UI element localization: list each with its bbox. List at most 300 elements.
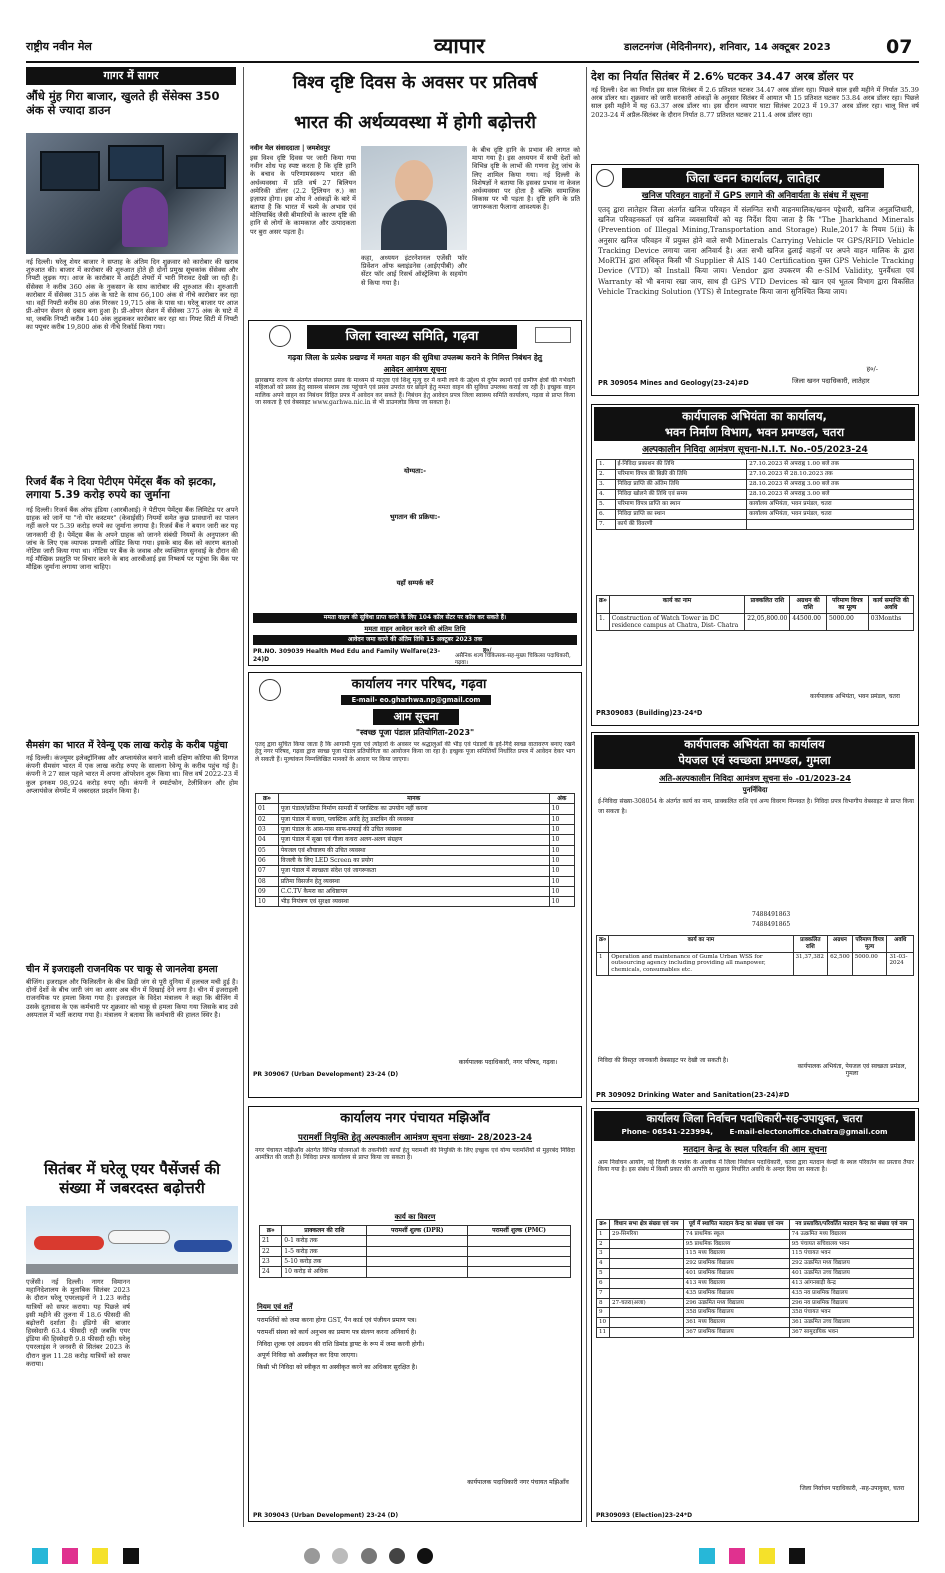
term-item: परामर्शियों को जमा करना होगा GST, पैन कार्ड एवं पंजीयन प्रमाण पत्र। <box>257 1317 417 1324</box>
table-cell: 28.10.2023 से अपराह्न 3.00 बजे <box>747 490 914 500</box>
black-dot <box>417 1548 433 1564</box>
building-notice <box>591 404 919 726</box>
table-cell: नव प्रस्तावित/परिवर्तित मतदान केन्द्र का संख्या एवं नाम <box>789 1220 913 1230</box>
building-work-table <box>596 595 914 631</box>
table-cell: क्र० <box>597 1220 610 1230</box>
table-cell: 1. <box>597 460 616 470</box>
health-eligibility-text <box>255 477 575 511</box>
garhwa-body: एतद् द्वारा सूचित किया जाता है कि आगामी पूजा एवं त्योहारों के अवसर पर श्रद्धालुओं की भीड़ एवं पंडालों के इर्द-गिर्द स्वच्छ वातावरण बनाए रखने हेतु नगर परिषद, गढ़वा द्वारा स्वच्छ पूजा पंडाल प्रतियोगिता का आयोजन किया जा रहा है। इच्छुक पूजा समितियाँ निर्धारित प्रपत्र में आवेदन देकर भाग ले सकती हैं। मूल्यांकन निम्नलिखित मानकों के आधार पर किया जाएगा। <box>255 741 575 763</box>
table-cell: प्रतिमा विसर्जन हेतु व्यवस्था <box>278 876 549 886</box>
table-cell: 04 <box>256 835 279 845</box>
water-title: अति-अल्पकालीन निविदा आमंत्रण सूचना सं० -01/2023-24 <box>659 773 851 783</box>
story3-headline: सैमसंग का भारत में रेवेन्यू एक लाख करोड़ के करीब पहुंचा <box>26 740 228 751</box>
table-cell: 95 प्राथमिक विद्यालय <box>683 1239 789 1249</box>
table-cell: 367 प्राथमिक विद्यालय <box>683 1327 789 1337</box>
table-row <box>256 824 575 834</box>
table-cell: 435 नव प्राथमिक विद्यालय <box>789 1288 913 1298</box>
table-cell: कार्य का नाम <box>609 936 793 953</box>
table-cell: 10 <box>549 814 574 824</box>
majhiaon-office: कार्यालय नगर पंचायत मझिऑंव <box>340 1111 490 1126</box>
election-office: कार्यालय जिला निर्वाचन पदाधिकारी-सह-उपायुक्त, चतरा <box>646 1113 863 1125</box>
table-row <box>256 814 575 824</box>
election-body: आम निर्वाचन आयोग, नई दिल्ली के पत्रांक के आलोक में जिला निर्वाचन पदाधिकारी, चतरा द्वारा मतदान केन्द्रों के स्थल परिवर्तन का प्रस्ताव तैयार किया गया है। इस संबंध में किसी प्रकार की आपत्ति या सुझाव निर्धारित अवधि के अन्दर दिया जा सकता है। <box>598 1159 914 1174</box>
majhiaon-fee-table <box>259 1225 571 1278</box>
table-cell: प्राक्कलित राशि <box>793 936 828 953</box>
table-cell: 4 <box>597 1259 610 1269</box>
table-cell: परिमाण विपत्र का मूल्य <box>826 596 868 614</box>
health-payment: भुगतान की प्रक्रिया:- <box>389 513 441 521</box>
table-cell: पूजा पंडाल में स्वच्छता संदेश एवं जागरूकता <box>278 866 549 876</box>
table-row <box>260 1246 571 1256</box>
election-phone: Phone- 06541-223994, <box>621 1127 713 1136</box>
section-title: व्यापार <box>434 34 485 58</box>
table-cell: पूजा पंडाल/प्रतिमा निर्माण सामग्री में प्लास्टिक का उपयोग नहीं करना <box>278 804 549 814</box>
table-cell: ई-निविदा प्रकाशन की तिथि <box>615 460 747 470</box>
table-cell <box>367 1246 468 1256</box>
garhwa-notice <box>248 672 582 1098</box>
majhiaon-title: परामर्शी नियुक्ति हेतु अल्पकालीन आमंत्रण सूचना संख्या- 28/2023-24 <box>297 1133 533 1143</box>
black-swatch <box>789 1548 805 1564</box>
cyan-swatch <box>699 1548 715 1564</box>
election-table <box>596 1219 914 1338</box>
table-row <box>597 613 914 631</box>
health-contact: यहाँ सम्पर्क करें <box>396 579 434 587</box>
table-cell: 115 मध्य विद्यालय <box>683 1249 789 1259</box>
table-cell: 01 <box>256 804 279 814</box>
grey-dot <box>304 1548 320 1564</box>
table-cell <box>367 1267 468 1277</box>
health-payment-text <box>255 523 575 577</box>
table-cell: 74 उत्क्रमित मध्य विद्यालय <box>789 1229 913 1239</box>
table-cell: 115 पंचायत भवन <box>789 1249 913 1259</box>
story2-body: नई दिल्ली। रिजर्व बैंक ऑफ इंडिया (आरबीआई) ने पेटीएम पेमेंट्स बैंक लिमिटेड पर अपने ग्राहक को जानें या "नो योर कस्टमर" (केवाईसी) नियमों समेत कुछ प्रावधानों का पालन नहीं करने पर 5.39 करोड़ रुपये का जुर्माना लगाया है। रिजर्व बैंक ने बयान जारी कर यह जानकारी दी है। पेमेंट्स बैंक के अपने ग्राहक को जानने संबंधी नियमों के अनुपालन की जांच के लिए एक व्यापक प्रणाली ऑडिट किया गया। इसके बाद बैंक को कारण बताओ नोटिस जारी किया गया था। नोटिस पर बैंक के जवाब और व्यक्तिगत सुनवाई के दौरान की गई मौखिक प्रस्तुति पर विचार करने के बाद आरबीआई इस निष्कर्ष पर पहुंचा कि बैंक पर मौद्रिक जुर्माना लगाया जाना चाहिए। <box>26 506 238 572</box>
table-row <box>256 897 575 907</box>
table-row <box>597 1220 914 1230</box>
kicker-banner: गागर में सागर <box>26 67 236 85</box>
table-cell: 367 सामुदायिक भवन <box>789 1327 913 1337</box>
logo-icon <box>535 327 571 343</box>
building-title: अल्पकालीन निविदा आमंत्रण सूचना-N.I.T. No.-05/2023-24 <box>642 445 868 455</box>
table-cell: 27-चतरा(अजा) <box>609 1298 683 1308</box>
garhwa-notice-type: आम सूचना <box>373 709 459 725</box>
table-cell: भीड़ नियंत्रण एवं सुरक्षा व्यवस्था <box>278 897 549 907</box>
table-row <box>597 1249 914 1259</box>
table-row <box>597 460 914 470</box>
garhwa-email: E-mail- eo.gharhwa.np@gmail.com <box>341 695 491 705</box>
grey-dot <box>389 1548 405 1564</box>
garhwa-col-criteria: मानक <box>278 794 549 804</box>
registration-marks <box>26 1548 919 1568</box>
emblem-icon <box>269 325 291 347</box>
table-cell <box>468 1267 571 1277</box>
building-office: कार्यपालक अभियंता का कार्यालय, <box>682 409 827 423</box>
table-cell: 358 प्राथमिक विद्यालय <box>683 1308 789 1318</box>
table-row <box>597 952 914 975</box>
column-divider <box>243 67 244 1527</box>
table-cell: 23 <box>260 1256 282 1266</box>
table-cell: 361 उत्क्रमित उच्च विद्यालय <box>789 1318 913 1328</box>
term-item: परामर्शी संस्था को कार्य अनुभव का प्रमाण पत्र संलग्न करना अनिवार्य है। <box>257 1328 417 1336</box>
table-cell: विधान सभा क्षेत्र संख्या एवं नाम <box>609 1220 683 1230</box>
table-cell: 2 <box>597 1239 610 1249</box>
table-cell <box>609 1259 683 1269</box>
yellow-swatch <box>92 1548 108 1564</box>
feature-body-right: के बीच दृष्टि हानि के प्रभाव की लागत को मापा गया है। इस अध्ययन में सभी देशों को विभिन्न दृष्टि के लाभों की गणना हेतु जांच के लिए शामिल किया गया। नई दिल्ली के विशेषज्ञों ने बताया कि इसका प्रभाव ना केवल अर्थव्यवस्था पर होता है बल्कि सामाजिक विकास पर भी पड़ता है। दृष्टि हानि के प्रति जागरूकता फैलाना आवश्यक है। <box>472 146 580 212</box>
health-notice <box>248 320 582 666</box>
table-cell <box>468 1236 571 1246</box>
table-cell: 1-5 करोड़ तक <box>282 1246 367 1256</box>
water-notice <box>591 732 919 1102</box>
table-cell: Operation and maintenance of Gumla Urban WSS for outsourcing agency including providing all manpower, chemicals, consumables etc. <box>609 952 793 975</box>
building-office-banner <box>594 407 915 441</box>
table-cell: 10 <box>597 1318 610 1328</box>
table-row <box>597 520 914 530</box>
story1-headline: औंधे मुंह गिरा बाजार, खुलते ही सेंसेक्स 350 अंक से ज्यादा डाउन <box>26 89 220 118</box>
table-row <box>597 1327 914 1337</box>
table-cell <box>609 1278 683 1288</box>
table-cell: 9 <box>597 1308 610 1318</box>
table-row <box>260 1256 571 1266</box>
table-cell: 44500.00 <box>790 613 827 631</box>
table-cell: 6 <box>597 1278 610 1288</box>
mining-office: जिला खनन कार्यालय, लातेहार <box>622 168 884 188</box>
table-cell: कार्य समाप्ति की अवधि <box>868 596 913 614</box>
table-row <box>597 1298 914 1308</box>
table-cell: अग्रधन की राशि <box>790 596 827 614</box>
table-cell <box>747 520 914 530</box>
table-row <box>597 510 914 520</box>
health-eligibility: योग्यता:- <box>403 467 427 475</box>
mining-pr-code: PR 309054 Mines and Geology(23-24)#D <box>598 379 749 387</box>
table-cell: 74 प्राथमिक स्कूल <box>683 1229 789 1239</box>
table-cell <box>468 1246 571 1256</box>
table-cell: 435 प्राथमिक विद्यालय <box>683 1288 789 1298</box>
story3-body: नई दिल्ली। कंज्यूमर इलेक्ट्रॉनिक्स और अप्लायंसेज बनाने वाली दक्षिण कोरिया की दिग्गज कंपनी सैमसंग भारत में एक लाख करोड़ रुपए के सालाना रेवेन्यू के करीब पहुंच गई है। कंपनी ने 27 साल पहले भारत में अपना ऑपरेशन शुरू किया था। वित्त वर्ष 2022-23 में कुल इनकम 98,924 करोड़ रुपए रही। कंपनी ने स्मार्टफोन, टेलीविजन और होम अप्लायंसेज सेगमेंट में जबरदस्त प्रदर्शन किया है। <box>26 754 238 795</box>
table-cell: 10 <box>549 886 574 896</box>
feature-body-left: इस विश्व दृष्टि दिवस पर जारी किया गया नवीन शोध यह स्पष्ट करता है कि दृष्टि हानि के बचाव के परिणामस्वरूप भारत की अर्थव्यवस्था में प्रति वर्ष 27 बिलियन अमेरिकी डॉलर (2.2 ट्रिलियन रु.) का इज़ाफ़ा होगा। इस शोध ने आंकड़ों के बारे में बताया है कि भारत में चश्मे के अभाव एवं मोतियाबिंद जैसी बीमारियों के कारण दृष्टि की हानि से लोगों के कामकाज और उत्पादकता पर बुरा असर पड़ता है। <box>250 154 356 236</box>
emblem-icon <box>259 679 281 701</box>
table-cell: 2. <box>597 470 616 480</box>
table-cell: 31,37,382 <box>793 952 828 975</box>
table-row <box>597 1269 914 1279</box>
column-divider <box>586 67 587 1527</box>
mining-signature: ह०/- <box>866 365 878 373</box>
table-cell: C.C.TV कैमरा का अधिष्ठापन <box>278 886 549 896</box>
table-cell: 7 <box>597 1288 610 1298</box>
table-cell: 28.10.2023 से अपराह्न 3.00 बजे तक <box>747 480 914 490</box>
table-row <box>256 804 575 814</box>
election-title: मतदान केन्द्र के स्थल परिवर्तन की आम सूचना <box>683 1145 827 1155</box>
table-cell: 22 <box>260 1246 282 1256</box>
story5-body-continued <box>134 1278 238 1524</box>
building-signatory: कार्यपालक अभियंता, भवन प्रमंडल, चतरा <box>810 693 900 700</box>
health-pr-code: PR.NO. 309039 Health Med Edu and Family Welfare(23-24)D <box>253 648 441 663</box>
water-work-table <box>596 935 914 976</box>
grey-dot <box>332 1548 348 1564</box>
table-cell: 10 <box>549 855 574 865</box>
garhwa-criteria-table <box>255 793 575 907</box>
table-cell: 5. <box>597 500 616 510</box>
table-cell: 02 <box>256 814 279 824</box>
term-item: निविदा शुल्क एवं अग्रधन की राशि डिमांड ड्राफ्ट के रूप में जमा करनी होगी। <box>257 1340 425 1348</box>
table-cell: कार्य का नाम <box>609 596 745 614</box>
table-cell <box>609 1288 683 1298</box>
table-cell: 21 <box>260 1236 282 1246</box>
table-cell: 7. <box>597 520 616 530</box>
table-row <box>260 1267 571 1277</box>
building-pr-code: PR309083 (Building)23-24*D <box>596 709 703 717</box>
table-row <box>597 490 914 500</box>
table-cell: 0-1 करोड़ तक <box>282 1236 367 1246</box>
garhwa-signatory: कार्यपालक पदाधिकारी, नगर परिषद, गढ़वा। <box>458 1059 558 1066</box>
water-pr-code: PR 309092 Drinking Water and Sanitation(23-24)#D <box>596 1090 790 1099</box>
table-cell: 27.10.2023 से 28.10.2023 तक <box>747 470 914 480</box>
term-item: अपूर्ण निविदा को अस्वीकृत कर दिया जाएगा। <box>257 1352 358 1360</box>
table-cell: 1. <box>597 613 610 631</box>
masthead-rule <box>26 61 919 63</box>
magenta-swatch <box>62 1548 78 1564</box>
table-row <box>256 855 575 865</box>
table-cell: पूर्व में स्थापित मतदान केन्द्र का संख्या एवं नाम <box>683 1220 789 1230</box>
table-row <box>597 1278 914 1288</box>
health-highlight-2: ममता वाहन आवेदन करने की अंतिम तिथि <box>364 625 466 633</box>
table-row <box>597 480 914 490</box>
health-notice-type: आवेदन आमंत्रण सूचना <box>383 365 447 374</box>
story1-body: नई दिल्ली। घरेलू शेयर बाजार ने सप्ताह के अंतिम दिन शुक्रवार को कारोबार की खराब शुरुआत की। बाजार में कारोबार की शुरुआत होते ही दोनों प्रमुख सूचकांक सेंसेक्स और निफ्टी लुढ़क गए। आज के कारोबार में आईटी शेयरों में भारी गिरावट देखी जा रही है। सेंसेक्स ने करीब 360 अंक के नुकसान के साथ कारोबार की शुरुआत की। शुरुआती कारोबार में सेंसेक्स 315 अंक के घाटे के साथ 66,100 अंक से नीचे कारोबार कर रहा था। वहीं निफ्टी करीब 80 अंक गिरकर 19,715 अंक के पास था। घरेलू बाजार पर आज प्री-ओपन सेशन से दबाव बना हुआ है। प्री-ओपन सेशन में सेंसेक्स 375 अंक के घाटे में था, जबकि निफ्टी करीब 140 अंक लुढ़ककर कारोबार कर रहा था। गिफ्ट सिटी में निफ्टी का फ्यूचर करीब 19,800 अंक से नीचे रिकॉर्ड किया गया। <box>26 258 238 332</box>
election-email: E-mail-electonoffice.chatra@gmail.com <box>729 1127 888 1136</box>
dateline: डालटनगंज (मेदिनीनगर), शनिवार, 14 अक्टूबर 2023 <box>624 42 831 53</box>
table-row <box>597 1318 914 1328</box>
table-cell: 10 करोड़ से अधिक <box>282 1267 367 1277</box>
table-row <box>597 1229 914 1239</box>
table-cell: पूजा पंडाल में कचरा, प्लास्टिक आदि हेतु डस्टबिन की व्यवस्था <box>278 814 549 824</box>
cyan-swatch <box>32 1548 48 1564</box>
table-row <box>256 876 575 886</box>
table-cell: 10 <box>549 824 574 834</box>
table-cell: 03Months <box>868 613 913 631</box>
table-cell: परिमाण विपत्र मूल्य <box>852 936 887 953</box>
water-office-banner <box>594 735 915 769</box>
table-row <box>597 936 914 953</box>
story5-body: एजेंसी। नई दिल्ली। नागर विमानन महानिदेशालय के मुताबिक सितंबर 2023 के दौरान घरेलू एयरलाइनों ने 1.23 करोड़ यात्रियों को सफर कराया। यह पिछले वर्ष इसी महीने की तुलना में 18.6 फीसदी की बढ़ोत्तरी दर्शाता है। इंडिगो की बाजार हिस्सेदारी 63.4 फीसदी रही जबकि एयर इंडिया की हिस्सेदारी 9.8 फीसदी रही। घरेलू एयरलाइंस ने जनवरी से सितंबर 2023 के दौरान कुल 11.28 करोड़ यात्रियों को सफर कराया। <box>26 1278 130 1368</box>
health-highlight-1: ममता वाहन की सुविधा प्राप्त करने के लिए 104 कॉल सेंटर पर कॉल कर सकते हैं। <box>253 613 577 623</box>
table-cell: निविदा खोलने की तिथि एवं समय <box>615 490 747 500</box>
majhiaon-notice <box>248 1106 582 1522</box>
table-cell: 8 <box>597 1298 610 1308</box>
table-cell: निविदा प्राप्ति का स्थान <box>615 510 747 520</box>
table-cell: 413 मध्य विद्यालय <box>683 1278 789 1288</box>
election-pr-code: PR309093 (Election)23-24*D <box>596 1511 693 1519</box>
majhiaon-signatory: कार्यपालक पदाधिकारी नगर पंचायत मझिऑंव <box>467 1479 569 1486</box>
table-cell: 413 आंगनबाड़ी केन्द्र <box>789 1278 913 1288</box>
grey-dot <box>361 1548 377 1564</box>
majhiaon-terms <box>257 1315 575 1374</box>
health-body: झारखण्ड राज्य के अंतर्गत संस्थागत प्रसव के माध्यम से मातृत्व एवं शिशु मृत्यु दर में कमी लाने के उद्देश्य से दुर्गम स्थानों एवं ग्रामीण क्षेत्रों की गर्भवती महिलाओं को प्रसव हेतु स्वास्थ्य संस्थान तक पहुंचाने एवं प्रसव उपरांत घर छोड़ने हेतु ममता वाहन की सुविधा उपलब्ध कराई जा रही है। इच्छुक वाहन मालिक अपने वाहन का निबंधन विहित प्रपत्र में आवेदन कर सकते हैं। निबंधन हेतु आवेदन प्रपत्र जिला स्वास्थ्य समिति कार्यालय, गढ़वा से प्राप्त किया जा सकता है एवं वेबसाइट www.garhwa.nic.in से भी डाउनलोड किया जा सकता है। <box>255 377 575 407</box>
health-subtitle: गढ़वा जिला के प्रत्येक प्रखण्ड में ममता वाहन की सुविधा उपलब्ध कराने के निमित्त निबंधन हेतु <box>287 353 543 362</box>
table-cell: 3. <box>597 480 616 490</box>
table-cell <box>609 1327 683 1337</box>
table-cell: 10 <box>256 897 279 907</box>
export-body: नई दिल्ली। देश का निर्यात इस साल सितंबर में 2.6 प्रतिशत घटकर 34.47 अरब डॉलर रहा। पिछले साल इसी महीने में निर्यात 35.39 अरब डॉलर था। शुक्रवार को जारी सरकारी आंकड़ों के अनुसार सितंबर में आयात भी 15 प्रतिशत घटकर 53.84 अरब डॉलर रहा। पिछले साल इसी महीने में यह 63.37 अरब डॉलर था। इस दौरान व्यापार घाटा सितंबर 2023 में 19.37 अरब डॉलर रहा। चालू वित्त वर्ष 2023-24 में अप्रैल-सितंबर के दौरान निर्यात 8.77 प्रतिशत घटकर 211.4 अरब डॉलर रहा। <box>591 86 919 119</box>
table-cell: 1 <box>597 952 609 975</box>
building-schedule-table <box>596 459 914 530</box>
story5-headline: सितंबर में घरेलू एयर पैसेंजर्स की संख्या में जबरदस्त बढ़ोत्तरी <box>44 1160 220 1197</box>
export-headline: देश का निर्यात सितंबर में 2.6% घटकर 34.47 अरब डॉलर पर <box>591 70 854 83</box>
table-cell: 5000.00 <box>826 613 868 631</box>
table-cell: 08 <box>256 876 279 886</box>
table-cell: 27.10.2023 से अपराह्न 1.00 बजे तक <box>747 460 914 470</box>
table-cell: 29-सिमरिया <box>609 1229 683 1239</box>
table-cell: 4. <box>597 490 616 500</box>
table-cell: 10 <box>549 845 574 855</box>
table-cell: क्र० <box>597 936 609 953</box>
health-signatory: असैनिक शल्य चिकित्सक-सह-मुख्य चिकित्सा पदाधिकारी, गढ़वा। <box>455 653 571 666</box>
table-cell: 1 <box>597 1229 610 1239</box>
table-cell: 296 उत्क्रमित मध्य विद्यालय <box>683 1298 789 1308</box>
garhwa-office: कार्यालय नगर परिषद, गढ़वा <box>351 677 487 692</box>
water-phone-2: 7488491865 <box>752 921 791 928</box>
story4-headline: चीन में इजराइली राजनयिक पर चाकू से जानलेवा हमला <box>26 964 218 975</box>
table-cell: 10 <box>549 866 574 876</box>
majhiaon-body: नगर पंचायत मझिऑंव अंतर्गत विभिन्न योजनाओं के तकनीकी कार्यों हेतु परामर्शी की नियुक्ति के लिए इच्छुक एवं योग्य परामर्शियों से मुहरबंद निविदा आमंत्रित की जाती है। निविदा प्रपत्र कार्यालय से प्राप्त किया जा सकता है। <box>255 1147 575 1162</box>
table-cell <box>367 1256 468 1266</box>
table-row <box>256 866 575 876</box>
term-item: किसी भी निविदा को स्वीकृत या अस्वीकृत करने का अधिकार सुरक्षित है। <box>257 1364 418 1372</box>
black-swatch <box>123 1548 139 1564</box>
page-number: 07 <box>886 36 913 58</box>
table-cell: क्र० <box>597 596 610 614</box>
feature-body-mid: कहा, अध्ययन इंटरनेशनल एजेंसी फॉर प्रिवेंशन ऑफ ब्लाइंडनेस (आईएपीबी) और सेंटर फॉर आई रिसर्च ऑस्ट्रेलिया के सहयोग से किया गया है। <box>361 254 467 287</box>
emblem-icon <box>596 169 614 187</box>
garhwa-col-marks: अंक <box>549 794 574 804</box>
garhwa-col-no: क्र० <box>256 794 279 804</box>
building-office-line2: भवन निर्माण विभाग, भवन प्रमण्डल, चतरा <box>664 425 845 439</box>
table-cell: अवधि <box>887 936 914 953</box>
mining-title: खनिज परिवहन वाहनों में GPS लगाने की अनिवार्यता के संबंध में सूचना <box>641 191 869 201</box>
table-row <box>597 500 914 510</box>
table-cell: 3 <box>597 1249 610 1259</box>
table-cell: 24 <box>260 1267 282 1277</box>
health-deadline: आवेदन जमा करने की अंतिम तिथि 15 अक्टूबर 2023 तक <box>253 635 577 645</box>
table-cell: 5 <box>597 1269 610 1279</box>
table-row <box>597 596 914 614</box>
water-office: कार्यपालक अभियंता का कार्यालय <box>684 737 825 751</box>
paper-name: राष्ट्रीय नवीन मेल <box>26 40 92 53</box>
table-cell: 292 प्राथमिक विद्यालय <box>683 1259 789 1269</box>
table-cell: 401 उत्क्रमित उच्च विद्यालय <box>789 1269 913 1279</box>
table-cell: 361 मध्य विद्यालय <box>683 1318 789 1328</box>
table-cell: 06 <box>256 855 279 865</box>
table-row <box>597 1259 914 1269</box>
table-cell: 10 <box>549 804 574 814</box>
table-cell <box>468 1256 571 1266</box>
feature-headline-2: भारत की अर्थव्यवस्था में होगी बढ़ोत्तरी <box>294 113 536 133</box>
table-cell: कार्यालय अभियंता, भवन प्रमंडल, चतरा <box>747 500 914 510</box>
magenta-swatch <box>729 1548 745 1564</box>
table-cell <box>609 1239 683 1249</box>
majhiaon-col-dpr: परामर्शी शुल्क (DPR) <box>367 1226 468 1236</box>
table-cell: कार्यालय अभियंता, भवन प्रमंडल, चतरा <box>747 510 914 520</box>
health-signature: ह०/ <box>483 647 492 654</box>
election-office-banner <box>594 1111 915 1141</box>
majhiaon-terms-title: नियम एवं शर्तें <box>257 1303 293 1311</box>
table-cell: 401 प्राथमिक विद्यालय <box>683 1269 789 1279</box>
table-cell: 5000.00 <box>852 952 887 975</box>
author-portrait <box>361 146 467 250</box>
table-row <box>260 1236 571 1246</box>
table-cell: Construction of Watch Tower in DC residence campus at Chatra, Dist- Chatra <box>609 613 745 631</box>
table-row <box>256 835 575 845</box>
feature-headline-1: विश्व दृष्टि दिवस के अवसर पर प्रतिवर्ष <box>292 73 538 93</box>
table-cell <box>609 1269 683 1279</box>
table-row <box>597 470 914 480</box>
trading-screens-photo <box>26 133 238 254</box>
water-office-line2: पेयजल एवं स्वच्छता प्रमण्डल, गुमला <box>678 753 831 767</box>
table-cell: 10 <box>549 897 574 907</box>
table-cell: कार्य की विवरणी <box>615 520 747 530</box>
water-signatory: कार्यपालक अभियंता, पेयजल एवं स्वच्छता प्रमंडल, गुमला <box>797 1063 907 1078</box>
table-cell: 95 पंचायत सचिवालय भवन <box>789 1239 913 1249</box>
water-body: ई-निविदा संख्या-308054 के अंतर्गत कार्य का नाम, प्राक्कलित राशि एवं अन्य विवरण निम्नवत है। निविदा प्रपत्र विभागीय वेबसाइट से प्राप्त किया जा सकता है। <box>598 798 914 815</box>
table-cell: 22,05,800.00 <box>745 613 790 631</box>
mining-signatory: जिला खनन पदाधिकारी, लातेहार <box>792 377 870 385</box>
water-phone-1: 7488491863 <box>752 911 791 918</box>
table-cell: 31-03-2024 <box>887 952 914 975</box>
election-signatory: जिला निर्वाचन पदाधिकारी, -सह-उपायुक्त, चतरा <box>799 1485 905 1492</box>
water-subtitle: पुनर्निविदा <box>742 786 768 794</box>
table-cell: 62,500 <box>828 952 853 975</box>
table-cell: विजली के लिए LED Screen का प्रयोग <box>278 855 549 865</box>
mining-body: एतद् द्वारा लातेहार जिला अंतर्गत खनिज परिवहन में संलग्नित सभी वाहनमालिक/खनन पट्टेधारी, खनिज अनुज्ञप्तिधारी, खनिज परिवहनकर्ता एवं खनिज व्यवसायियों को यह निर्देश दिया जाता है कि "The Jharkhand Minerals (Prevention of Illegal Mining,Transportation and Storage) Rule,2017 के नियम 5(ii) के अनुसार खनिज परिवहन में प्रयुक्त होने वाले सभी Minerals Carrying Vehicle पर GPS/RFID Vehicle Tracking Device लगाया जाना अनिवार्य है। अतः सभी खनिज ढुलाई वाहनों पर अपने वाहन मालिक के द्वारा MoRTH द्वारा अधिकृत किसी भी Supplier से AIS 140 Certification युक्त GPS Vehicle Tracking Device (VTD) को Install किया जाय। Vendor द्वारा उपकरण की e-SIM Validity, पुनर्वैधता एवं Warranty को भी बनाया रखा जाय, साथ ही GPS VTD Devices को खान एवं भूतत्व विभाग द्वारा विकसित Vehicle Tracking Solution (YTS) से Integrate किया जाना सुनिश्चित किया जाय। <box>598 205 914 296</box>
table-cell: पूजा पंडाल के आस-पास साफ-सफाई की उचित व्यवस्था <box>278 824 549 834</box>
table-cell: निविदा प्राप्ति की अंतिम तिथि <box>615 480 747 490</box>
table-cell <box>609 1308 683 1318</box>
table-cell: 6. <box>597 510 616 520</box>
table-cell: 292 उत्क्रमित मध्य विद्यालय <box>789 1259 913 1269</box>
water-footnote: निविदा की विस्तृत जानकारी वेबसाइट पर देखी जा सकती है। <box>598 1057 729 1064</box>
table-cell: 09 <box>256 886 279 896</box>
table-cell: पूजा पंडाल में सूखा एवं गीला कचरा अलग-अलग संग्रहण <box>278 835 549 845</box>
story4-body: बीजिंग। इजराइल और फिलिस्तीन के बीच छिड़ी जंग से पूरी दुनिया में हलचल मची हुई है। दोनों देशों के बीच जारी जंग का असर अब चीन में दिखाई देने लगा है। चीन में इजराइली राजनयिक पर हमला किया गया है। इजराइल के विदेश मंत्रालय ने कहा कि बीजिंग में उसके दूतावास के एक कर्मचारी पर शुक्रवार को चाकू से हमला किया गया जिसके बाद उसे अस्पताल में भर्ती कराया गया है। मंत्रालय ने बताया कि कर्मचारी की हालत स्थिर है। <box>26 978 238 1019</box>
table-cell: 358 पंचायत भवन <box>789 1308 913 1318</box>
majhiaon-col-pmc: परामर्शी शुल्क (PMC) <box>468 1226 571 1236</box>
table-cell: 03 <box>256 824 279 834</box>
table-cell: 10 <box>549 835 574 845</box>
majhiaon-col-estimate: प्राक्कलन की राशि <box>282 1226 367 1236</box>
table-cell: परिमाण विपत्र प्राप्ति का स्थान <box>615 500 747 510</box>
table-cell: 296 नव प्राथमिक विद्यालय <box>789 1298 913 1308</box>
table-row <box>256 886 575 896</box>
table-row <box>597 1288 914 1298</box>
garhwa-subtitle: "स्वच्छ पूजा पंडाल प्रतियोगिता-2023" <box>355 728 475 737</box>
table-cell: अग्रधन <box>828 936 853 953</box>
table-cell: 10 <box>549 876 574 886</box>
table-row <box>256 845 575 855</box>
table-cell: परिमाण विपत्र की बिक्री की तिथि <box>615 470 747 480</box>
table-row <box>597 1308 914 1318</box>
majhiaon-pr-code: PR 309043 (Urban Development) 23-24 (D) <box>253 1511 399 1519</box>
table-cell: पेयजल एवं शौचालय की उचित व्यवस्था <box>278 845 549 855</box>
feature-byline: नवीन मेल संवाददाता | जमशेदपुर <box>250 144 330 152</box>
table-cell: 5-10 करोड़ तक <box>282 1256 367 1266</box>
table-cell <box>609 1318 683 1328</box>
election-notice <box>591 1108 919 1522</box>
health-office-title: जिला स्वास्थ्य समिति, गढ़वा <box>307 325 517 349</box>
majhiaon-table-caption: कार्य का विवरण <box>394 1213 436 1221</box>
majhiaon-col-no: क्र० <box>260 1226 282 1236</box>
table-cell <box>609 1249 683 1259</box>
garhwa-pr-code: PR 309067 (Urban Development) 23-24 (D) <box>253 1071 399 1078</box>
